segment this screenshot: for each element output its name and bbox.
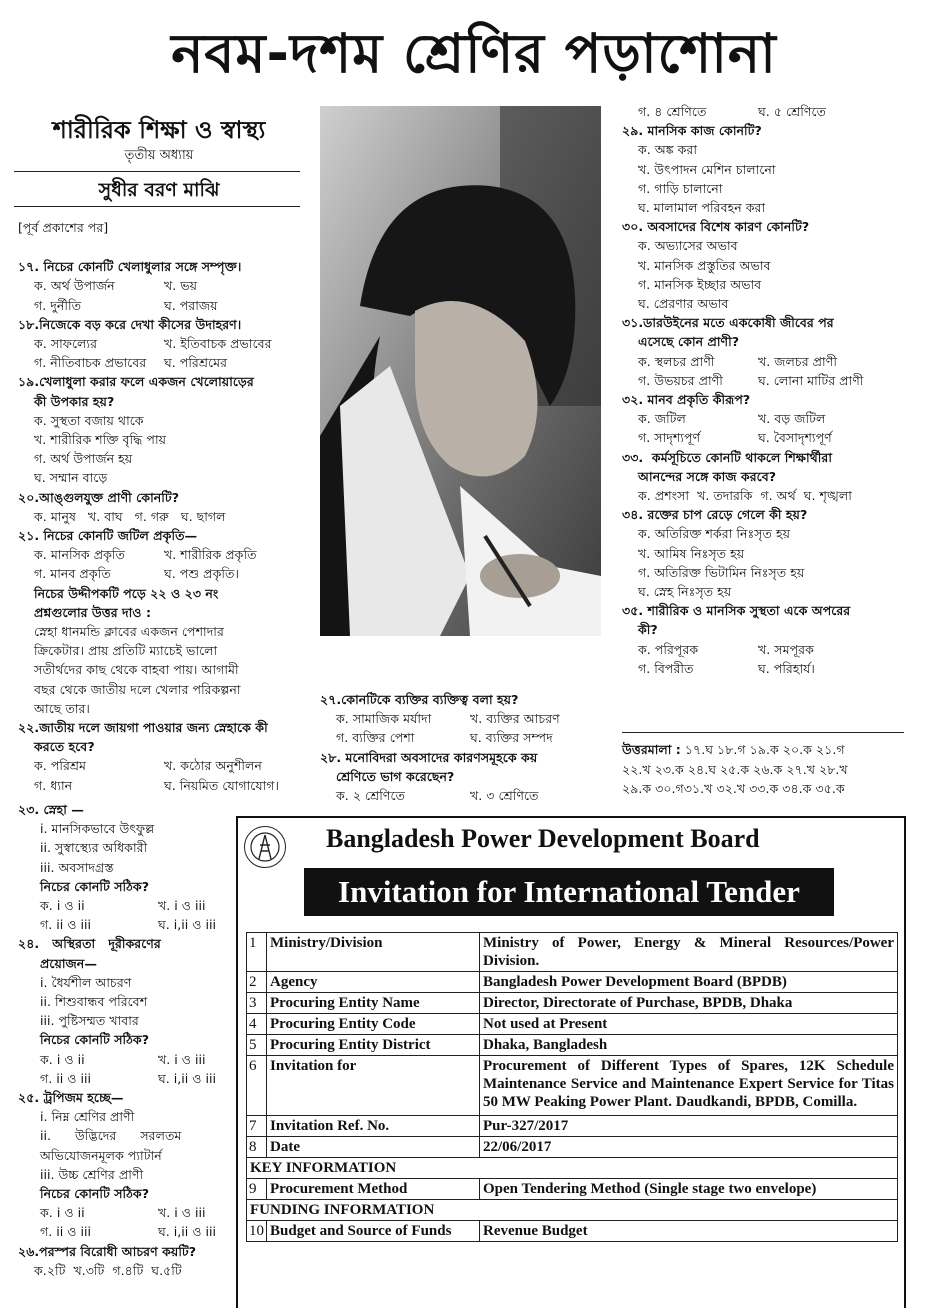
option: গ. নীতিবাচক প্রভাবের <box>34 355 147 371</box>
option: খ. ভয় <box>164 278 198 294</box>
question-27: ২৭.কোনটিকে ব্যক্তির ব্যক্তিত্ব বলা হয়? <box>320 692 519 707</box>
question-31: ৩১.ডারউইনের মতে এককোষী জীবের পর <box>622 315 834 331</box>
row-number: 7 <box>247 1116 267 1137</box>
question-31-cont: এসেছে কোন প্রাণী? <box>638 334 740 350</box>
right-column <box>622 102 908 678</box>
row-value: Director, Directorate of Purchase, BPDB, Dhaka <box>480 993 898 1014</box>
option: ক. অভ্যাসের অভাব <box>638 238 738 254</box>
statement: iii. অবসাদগ্রস্ত <box>40 859 114 875</box>
option: খ. উৎপাদন মেশিন চালানো <box>638 161 776 177</box>
row-value: Pur-327/2017 <box>480 1116 898 1137</box>
option: ঘ. পরাজয় <box>164 297 218 313</box>
option: খ. শারীরিক শক্তি বৃদ্ধি পায় <box>34 432 167 448</box>
option: ক. i ও ii <box>40 1205 85 1221</box>
option: ঘ. প্রেরণার অভাব <box>638 296 729 312</box>
row-value: Dhaka, Bangladesh <box>480 1035 898 1056</box>
row-label: Agency <box>267 972 480 993</box>
organization-name: Bangladesh Power Development Board <box>326 824 760 853</box>
stem-text: সতীর্থদের কাছ থেকে বাহবা পায়। আগামী <box>34 662 239 678</box>
row-label: Invitation for <box>267 1056 480 1116</box>
question-30: ৩০. অবসাদের বিশেষ কারণ কোনটি? <box>622 219 810 235</box>
row-label: Procurement Method <box>267 1179 480 1200</box>
row-number: 3 <box>247 993 267 1014</box>
table-row <box>247 1035 898 1056</box>
option: গ. মানসিক ইচ্ছার অভাব <box>638 276 762 292</box>
option: ক. সাফল্যের <box>34 336 98 352</box>
subject-title: শারীরিক শিক্ষা ও স্বাস্থ্য <box>52 116 266 144</box>
row-number: 4 <box>247 1014 267 1035</box>
row-value: Revenue Budget <box>480 1221 898 1242</box>
option: খ. শারীরিক প্রকৃতি <box>164 547 257 563</box>
option: খ. i ও iii <box>158 1051 206 1067</box>
student-writing-photo <box>320 106 601 636</box>
option: ঘ. i,ii ও iii <box>158 1070 217 1086</box>
table-row <box>247 993 898 1014</box>
answer-line: ১৭.ঘ ১৮.গ ১৯.ক ২০.ক ২১.গ <box>684 742 845 757</box>
row-number: 1 <box>247 933 267 972</box>
row-number: 8 <box>247 1137 267 1158</box>
option: খ. i ও iii <box>158 1205 206 1221</box>
question-24: ২৪. অস্থিরতা দূরীকরণের <box>18 936 161 952</box>
question-23: ২৩. স্নেহা — <box>18 802 84 817</box>
option-row: ক. মানুষ খ. বাঘ গ. গরু ঘ. ছাগল <box>34 508 226 524</box>
tender-details-table <box>246 932 898 1242</box>
statement: ii. শিশুবান্ধব পরিবেশ <box>40 994 148 1010</box>
statement-cont: অভিযোজনমূলক প্যাটার্ন <box>40 1147 162 1163</box>
answer-key-label: উত্তরমালা : <box>622 742 681 757</box>
option: ক. অতিরিক্ত শর্করা নিঃসৃত হয় <box>638 526 791 542</box>
option: খ. জলচর প্রাণী <box>758 353 837 369</box>
option: গ. ব্যক্তির পেশা <box>336 730 415 746</box>
answer-key <box>622 740 907 799</box>
option: গ. বিপরীত <box>638 660 694 676</box>
masthead: নবম-দশম শ্রেণির পড়াশোনা <box>171 22 777 85</box>
question-29: ২৯. মানসিক কাজ কোনটি? <box>622 123 762 139</box>
question-25: ২৫. ট্রপিজম হচ্ছে— <box>18 1090 124 1106</box>
section-heading: FUNDING INFORMATION <box>247 1200 898 1221</box>
answer-line: ২২.খ ২৩.ক ২৪.ঘ ২৫.ক ২৬.ক ২৭.খ ২৮.খ <box>622 761 848 777</box>
answer-line: ২৯.ক ৩০.গ৩১.খ ৩২.খ ৩৩.ক ৩৪.ক ৩৫.ক <box>622 781 845 797</box>
row-label: Procuring Entity Code <box>267 1014 480 1035</box>
question-19-cont: কী উপকার হয়? <box>34 393 115 409</box>
which-correct: নিচের কোনটি সঠিক? <box>40 1032 149 1048</box>
option: ক. স্থলচর প্রাণী <box>638 353 715 369</box>
option: ঘ. i,ii ও iii <box>158 917 217 933</box>
option: ক. পরিপূরক <box>638 641 699 657</box>
question-33: ৩৩. কর্মসূচিতে কোনটি থাকলে শিক্ষার্থীরা <box>622 449 832 465</box>
option: ঘ. ৫ শ্রেণিতে <box>758 104 826 119</box>
option: ক. অঙ্ক করা <box>638 142 697 158</box>
option: ঘ. পরিশ্রমের <box>164 355 227 371</box>
question-24-cont: প্রয়োজন— <box>40 955 97 971</box>
option: খ. ব্যক্তির আচরণ <box>470 711 560 727</box>
question-20: ২০.আঙ্গুলযুক্ত প্রাণী কোনটি? <box>18 489 180 505</box>
table-row <box>247 933 898 972</box>
option: ক. পরিশ্রম <box>34 758 87 774</box>
divider <box>14 206 300 207</box>
statement: ii. উদ্ভিদের সরলতম <box>40 1128 182 1144</box>
stem-heading: নিচের উদ্দীপকটি পড়ে ২২ ও ২৩ নং <box>34 585 219 601</box>
option: ক. ২ শ্রেণিতে <box>336 788 406 804</box>
chapter-label: তৃতীয় অধ্যায় <box>124 148 194 163</box>
option-row: ক. প্রশংসা খ. তদারকি গ. অর্থ ঘ. শৃঙ্খলা <box>638 488 852 504</box>
option: গ. ii ও iii <box>40 917 92 933</box>
row-value: Not used at Present <box>480 1014 898 1035</box>
option: গ. অতিরিক্ত ভিটামিন নিঃসৃত হয় <box>638 564 805 580</box>
section-heading: KEY INFORMATION <box>247 1158 898 1179</box>
row-number: 10 <box>247 1221 267 1242</box>
row-number: 5 <box>247 1035 267 1056</box>
statement: i. নিম্ন শ্রেণির প্রাণী <box>40 1109 135 1125</box>
option: গ. ii ও iii <box>40 1224 92 1240</box>
question-34: ৩৪. রক্তের চাপ রেড়ে গেলে কী হয়? <box>622 507 808 523</box>
table-row <box>247 1116 898 1137</box>
option: ক. i ও ii <box>40 1051 85 1067</box>
middle-column <box>320 690 610 805</box>
option: ঘ. পরিহার্য। <box>758 660 815 676</box>
option: খ. i ও iii <box>158 898 206 914</box>
option-row: ক.২টি খ.৩টি গ.৪টি ঘ.৫টি <box>34 1262 182 1278</box>
row-label: Invitation Ref. No. <box>267 1116 480 1137</box>
option: গ. ii ও iii <box>40 1070 92 1086</box>
question-17: ১৭. নিচের কোনটি খেলাধুলার সঙ্গে সম্পৃক্ত। <box>18 259 242 275</box>
option: গ. ৪ শ্রেণিতে <box>638 104 707 119</box>
table-row <box>247 1014 898 1035</box>
option: ঘ. বৈসাদৃশ্যপূর্ণ <box>758 430 832 446</box>
row-number: 6 <box>247 1056 267 1116</box>
option: ঘ. লোনা মাটির প্রাণী <box>758 372 864 388</box>
question-35: ৩৫. শারীরিক ও মানসিক সুস্থতা একে অপরের <box>622 603 851 619</box>
statement: iii. পুষ্টিসম্মত খাবার <box>40 1013 139 1029</box>
table-row <box>247 1221 898 1242</box>
divider <box>14 171 300 172</box>
option: খ. আমিষ নিঃসৃত হয় <box>638 545 745 561</box>
row-number: 9 <box>247 1179 267 1200</box>
option: ক. সুস্থতা বজায় থাকে <box>34 412 144 428</box>
option: ঘ. মালামাল পরিবহন করা <box>638 200 766 216</box>
stem-text: ক্রিকেটার। প্রায় প্রতিটি ম্যাচেই ভালো <box>34 643 218 659</box>
table-row <box>247 972 898 993</box>
option: গ. উভয়চর প্রাণী <box>638 372 723 388</box>
statement: i. ধৈর্যশীল আচরণ <box>40 974 132 990</box>
option: গ. মানব প্রকৃতি <box>34 566 111 582</box>
option: খ. সমপূরক <box>758 641 814 657</box>
option: খ. কঠোর অনুশীলন <box>164 758 262 774</box>
question-28: ২৮. মনোবিদরা অবসাদের কারণসমূহকে কয় <box>320 749 538 765</box>
option: ক. অর্থ উপার্জন <box>34 278 115 294</box>
option: গ. দুর্নীতি <box>34 297 82 313</box>
row-value: Open Tendering Method (Single stage two envelope) <box>480 1179 898 1200</box>
statement: iii. উচ্চ শ্রেণির প্রাণী <box>40 1166 144 1182</box>
continued-note: [পূর্ব প্রকাশের পর] <box>18 220 109 235</box>
option: গ. গাড়ি চালানো <box>638 180 723 196</box>
option: ক. মানসিক প্রকৃতি <box>34 547 125 563</box>
divider <box>622 732 904 733</box>
photo-illustration <box>320 106 601 636</box>
row-value: Ministry of Power, Energy & Mineral Resources/Power Division. <box>480 933 898 972</box>
question-35-cont: কী? <box>638 622 658 638</box>
question-21: ২১. নিচের কোনটি জটিল প্রকৃতি— <box>18 528 198 544</box>
table-row <box>247 1137 898 1158</box>
option: ক. সামাজিক মর্যাদা <box>336 711 432 727</box>
stem-text: আছে তার। <box>34 700 90 716</box>
left-column <box>18 218 302 795</box>
question-28-cont: শ্রেণিতে ভাগ করেছেন? <box>336 768 455 784</box>
question-33-cont: আনন্দের সঙ্গে কাজ করবে? <box>638 468 777 484</box>
which-correct: নিচের কোনটি সঠিক? <box>40 878 149 894</box>
stem-heading-cont: প্রশ্নগুলোর উত্তর দাও : <box>34 604 151 620</box>
option: ক. i ও ii <box>40 898 85 914</box>
statement: i. মানসিকভাবে উৎফুল্ল <box>40 821 155 837</box>
row-label: Date <box>267 1137 480 1158</box>
question-32: ৩২. মানব প্রকৃতি কীরূপ? <box>622 392 751 408</box>
row-label: Budget and Source of Funds <box>267 1221 480 1242</box>
row-value: 22/06/2017 <box>480 1137 898 1158</box>
option: ক. জটিল <box>638 411 686 427</box>
option: ঘ. নিয়মিত যোগাযোগ। <box>164 777 280 793</box>
section-row <box>247 1200 898 1221</box>
table-row <box>247 1179 898 1200</box>
stem-text: বছর থেকে জাতীয় দলে খেলার পরিকল্পনা <box>34 681 241 697</box>
option: খ. ৩ শ্রেণিতে <box>470 788 539 804</box>
row-value: Procurement of Different Types of Spares, 12K Schedule Maintenance Service and Maintenance Expert Service for Titas 50 MW Peaking Power Plant. Daudkandi, BPDB, Comilla. <box>480 1056 898 1116</box>
bpdb-logo-icon <box>244 826 286 868</box>
question-18: ১৮.নিজেকে বড় করে দেখা কীসের উদাহরণ। <box>18 316 242 332</box>
option: খ. ইতিবাচক প্রভাবের <box>164 336 272 352</box>
row-label: Ministry/Division <box>267 933 480 972</box>
tender-banner: Invitation for International Tender <box>304 868 834 916</box>
which-correct: নিচের কোনটি সঠিক? <box>40 1186 149 1202</box>
row-label: Procuring Entity District <box>267 1035 480 1056</box>
row-label: Procuring Entity Name <box>267 993 480 1014</box>
option: ঘ. ব্যক্তির সম্পদ <box>470 730 553 746</box>
option: খ. মানসিক প্রস্তুতির অভাব <box>638 257 771 273</box>
option: ঘ. সম্মান বাড়ে <box>34 470 108 486</box>
option: খ. বড় জটিল <box>758 411 826 427</box>
statement: ii. সুস্বাস্থ্যের অধিকারী <box>40 840 148 856</box>
option: গ. অর্থ উপার্জন হয় <box>34 451 133 467</box>
section-row <box>247 1158 898 1179</box>
question-19: ১৯.খেলাধুলা করার ফলে একজন খেলোয়াড়ের <box>18 374 254 390</box>
option: গ. সাদৃশ্যপূর্ণ <box>638 430 701 446</box>
question-26: ২৬.পরস্পর বিরোধী আচরণ কয়টি? <box>18 1243 197 1259</box>
author-name: সুধীর বরণ মাঝি <box>98 179 220 201</box>
option: ঘ. পশু প্রকৃতি। <box>164 566 239 582</box>
option: ঘ. স্নেহ নিঃসৃত হয় <box>638 584 732 600</box>
tender-advertisement <box>236 816 906 1308</box>
table-row <box>247 1056 898 1116</box>
row-number: 2 <box>247 972 267 993</box>
row-value: Bangladesh Power Development Board (BPDB) <box>480 972 898 993</box>
stem-text: স্নেহা ধানমন্ডি ক্লাবের একজন পেশাদার <box>34 624 224 640</box>
question-22: ২২.জাতীয় দলে জায়গা পাওয়ার জন্য স্নেহাকে কী <box>18 720 268 736</box>
option: ঘ. i,ii ও iii <box>158 1224 217 1240</box>
option: গ. ধ্যান <box>34 777 73 793</box>
question-22-cont: করতে হবে? <box>34 739 95 755</box>
narrow-column <box>18 800 224 1280</box>
